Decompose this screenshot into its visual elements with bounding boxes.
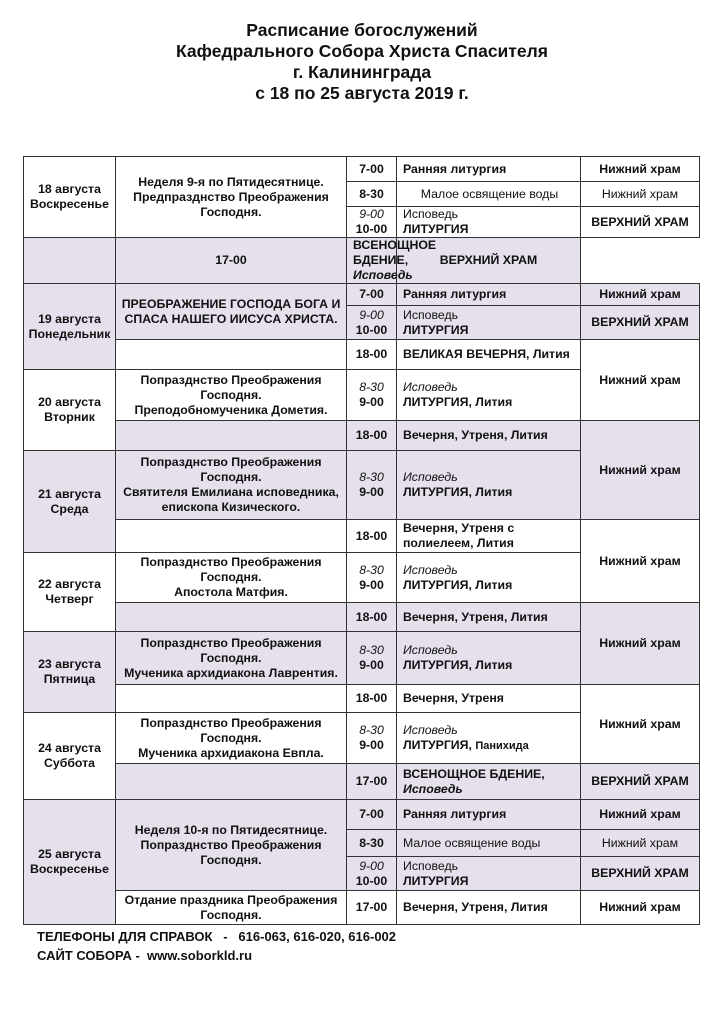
service-line: Исповедь <box>403 781 463 796</box>
time-line: 9-00 <box>359 738 384 752</box>
service-cell <box>397 764 581 800</box>
place-cell: ВЕРХНИЙ ХРАМ <box>581 857 700 891</box>
time-cell <box>347 713 397 764</box>
date-label: 25 августа <box>38 847 101 861</box>
time-line: 9-00 <box>359 658 384 672</box>
service-cell <box>397 553 581 603</box>
feast-cell: Отдание праздника Преображения Господня. <box>116 891 347 925</box>
service-cell <box>397 370 581 421</box>
feast-line: Попразднство Преображения Господня. <box>140 715 322 745</box>
place-cell: Нижний храм <box>581 340 700 421</box>
feast-cell <box>116 800 347 891</box>
feast-cell <box>116 713 347 764</box>
empty-cell <box>116 764 347 800</box>
feast-line: Мученика архидиакона Лаврентия. <box>124 665 338 680</box>
time-cell: 18-00 <box>347 520 397 553</box>
service-line: ЛИТУРГИЯ, Лития <box>403 577 513 592</box>
place-cell: Нижний храм <box>581 182 700 207</box>
feast-line: Предпразднство Преображения Господня. <box>133 189 329 219</box>
time-cell <box>347 553 397 603</box>
feast-cell: ПРЕОБРАЖЕНИЕ ГОСПОДА БОГА И СПАСА НАШЕГО ИИСУСА ХРИСТА. <box>116 284 347 340</box>
service-line: Исповедь <box>403 207 459 221</box>
date-label: 18 августа <box>38 182 101 196</box>
site-line: САЙТ СОБОРА - www.soborkld.ru <box>37 948 253 963</box>
day-cell-22 <box>24 553 116 632</box>
time-line: 10-00 <box>355 873 388 888</box>
feast-line: Святителя Емилиана исповедника, епископа Кизического. <box>123 485 339 514</box>
empty-cell <box>116 421 347 451</box>
table-row <box>24 421 700 451</box>
service-cell: Малое освящение воды <box>397 830 581 857</box>
time-line: 8-30 <box>359 562 384 577</box>
service-line: Вечерня, Утреня с <box>403 521 515 535</box>
service-cell <box>397 182 581 207</box>
date-label: 24 августа <box>38 741 101 755</box>
title-line-4: с 18 по 25 августа 2019 г. <box>255 83 469 103</box>
time-cell <box>347 632 397 685</box>
service-cell: Вечерня, Утреня <box>397 685 581 713</box>
service-line: ЛИТУРГИЯ, Лития <box>403 485 513 499</box>
day-cell-19 <box>24 284 116 370</box>
service-cell <box>397 451 581 520</box>
table-row <box>24 238 700 284</box>
footer <box>37 927 396 965</box>
time-cell <box>347 306 397 340</box>
title-line-1: Расписание богослужений <box>246 20 478 40</box>
time-cell: 17-00 <box>347 764 397 800</box>
empty-cell <box>116 520 347 553</box>
place-cell: Нижний храм <box>581 520 700 603</box>
phones-line: ТЕЛЕФОНЫ ДЛЯ СПРАВОК - 616-063, 616-020, 616-002 <box>37 929 397 944</box>
time-line: 9-00 <box>359 485 384 499</box>
day-cell-21 <box>24 451 116 553</box>
date-label: 20 августа <box>38 395 101 409</box>
place-cell: Нижний храм <box>581 157 700 182</box>
time-cell: 8-30 <box>347 182 397 207</box>
place-cell: ВЕРХНИЙ ХРАМ <box>581 306 700 340</box>
feast-line: Попразднство Преображения Господня. <box>140 635 322 665</box>
day-cell-23 <box>24 632 116 713</box>
time-cell: 18-00 <box>347 603 397 632</box>
time-line: 8-30 <box>359 643 384 657</box>
time-cell <box>347 857 397 891</box>
day-cell-18 <box>24 157 116 238</box>
service-cell: Вечерня, Утреня, Лития <box>397 603 581 632</box>
table-row <box>24 157 700 182</box>
table-row <box>24 520 700 553</box>
service-line: Исповедь <box>403 470 458 484</box>
time-line: 8-30 <box>359 723 384 737</box>
table-row <box>24 800 700 830</box>
time-line: 8-30 <box>359 470 384 484</box>
time-cell: 18-00 <box>347 421 397 451</box>
service-cell <box>397 306 581 340</box>
time-cell: 7-00 <box>347 800 397 830</box>
service-cell <box>397 520 581 553</box>
service-line: ЛИТУРГИЯ <box>403 322 469 337</box>
day-cell-25 <box>24 800 116 925</box>
feast-line: Попразднство Преображения Господня. <box>140 837 322 867</box>
service-text: Малое освящение воды <box>420 186 559 201</box>
empty-cell <box>116 685 347 713</box>
service-cell: Ранняя литургия <box>397 800 581 830</box>
place-cell: Нижний храм <box>581 421 700 520</box>
service-line: ЛИТУРГИЯ <box>403 873 469 888</box>
service-line: Исповедь <box>403 643 458 657</box>
service-line: Исповедь <box>353 268 413 282</box>
table-row <box>24 764 700 800</box>
empty-cell <box>24 238 116 284</box>
weekday-label: Среда <box>50 501 89 516</box>
place-cell: Нижний храм <box>581 284 700 306</box>
table-row <box>24 603 700 632</box>
place-cell: Нижний храм <box>581 603 700 685</box>
service-line: Исповедь <box>403 562 458 577</box>
feast-cell <box>116 451 347 520</box>
table-row <box>24 340 700 370</box>
time-cell: 17-00 <box>347 891 397 925</box>
place-cell: ВЕРХНИЙ ХРАМ <box>397 238 581 284</box>
time-line: 9-00 <box>359 858 384 873</box>
date-label: 22 августа <box>38 577 101 591</box>
service-cell: Ранняя литургия <box>397 157 581 182</box>
service-cell <box>397 857 581 891</box>
time-line: 9-00 <box>359 307 384 322</box>
time-cell <box>347 370 397 421</box>
weekday-label: Вторник <box>44 410 95 424</box>
date-label: 19 августа <box>38 311 101 326</box>
schedule-table <box>23 156 700 925</box>
service-line: ЛИТУРГИЯ, Лития <box>403 395 513 409</box>
feast-cell <box>116 370 347 421</box>
weekday-label: Понедельник <box>28 326 111 341</box>
feast-cell <box>116 632 347 685</box>
service-cell: Ранняя литургия <box>397 284 581 306</box>
table-row <box>24 284 700 306</box>
weekday-label: Воскресенье <box>30 862 109 876</box>
place-cell: Нижний храм <box>581 800 700 830</box>
service-cell <box>397 713 581 764</box>
table-row <box>24 891 700 925</box>
date-label: 23 августа <box>38 657 101 671</box>
empty-cell <box>116 340 347 370</box>
service-cell <box>397 632 581 685</box>
feast-line: Попразднство Преображения Господня. <box>140 372 322 402</box>
service-text: ЛИТУРГИЯ, <box>403 737 476 752</box>
document-title <box>0 20 724 104</box>
service-line: Исповедь <box>403 722 458 737</box>
feast-cell <box>116 157 347 238</box>
time-cell: 18-00 <box>347 340 397 370</box>
service-line: полиелеем, Лития <box>403 536 514 550</box>
service-line: ВСЕНОЩНОЕ БДЕНИЕ, <box>353 238 437 267</box>
time-line: 9-00 <box>359 395 384 409</box>
time-cell: 18-00 <box>347 685 397 713</box>
feast-line: Мученика архидиакона Евпла. <box>138 745 324 760</box>
service-line: Исповедь <box>403 858 459 873</box>
weekday-label: Четверг <box>45 592 94 606</box>
time-line: 10-00 <box>355 222 388 236</box>
place-cell: Нижний храм <box>581 830 700 857</box>
time-cell <box>347 451 397 520</box>
feast-line: Попразднство Преображения Господня. <box>140 455 322 484</box>
empty-cell <box>116 603 347 632</box>
place-cell: Нижний храм <box>581 685 700 764</box>
place-cell: ВЕРХНИЙ ХРАМ <box>581 207 700 238</box>
title-line-3: г. Калининграда <box>292 62 432 82</box>
service-line: ЛИТУРГИЯ, Лития <box>403 658 513 672</box>
service-cell <box>347 238 437 284</box>
time-cell: 17-00 <box>116 238 347 284</box>
time-cell: 7-00 <box>347 284 397 306</box>
day-cell-24 <box>24 713 116 800</box>
weekday-label: Воскресенье <box>30 197 109 211</box>
time-cell: 8-30 <box>347 830 397 857</box>
feast-line: Неделя 9-я по Пятидесятнице. <box>138 174 324 189</box>
weekday-label: Суббота <box>44 756 95 770</box>
service-line: Исповедь <box>403 307 459 322</box>
service-cell <box>397 207 581 238</box>
time-cell <box>347 207 397 238</box>
feast-line: Преподобномученика Дометия. <box>134 402 328 417</box>
date-label: 21 августа <box>38 486 101 501</box>
service-text: Панихида <box>475 739 529 752</box>
table-row <box>24 685 700 713</box>
feast-cell <box>116 553 347 603</box>
time-cell: 7-00 <box>347 157 397 182</box>
feast-line: Неделя 10-я по Пятидесятнице. <box>134 822 328 837</box>
service-line: ВСЕНОЩНОЕ БДЕНИЕ, <box>403 766 545 781</box>
service-line <box>403 738 576 754</box>
place-cell: Нижний храм <box>581 891 700 925</box>
time-line: 9-00 <box>359 207 384 221</box>
service-cell: Вечерня, Утреня, Лития <box>397 421 581 451</box>
service-line: ЛИТУРГИЯ <box>403 222 469 236</box>
weekday-label: Пятница <box>43 672 96 686</box>
feast-line: Апостола Матфия. <box>174 585 288 599</box>
service-line: Исповедь <box>403 380 458 394</box>
time-line: 10-00 <box>355 322 388 337</box>
service-cell: Вечерня, Утреня, Лития <box>397 891 581 925</box>
title-line-2: Кафедрального Собора Христа Спасителя <box>176 41 548 61</box>
day-cell-20 <box>24 370 116 451</box>
time-line: 8-30 <box>359 380 384 394</box>
time-line: 9-00 <box>359 577 384 592</box>
place-cell: ВЕРХНИЙ ХРАМ <box>581 764 700 800</box>
service-cell: ВЕЛИКАЯ ВЕЧЕРНЯ, Лития <box>397 340 581 370</box>
feast-line: Попразднство Преображения Господня. <box>140 555 322 584</box>
